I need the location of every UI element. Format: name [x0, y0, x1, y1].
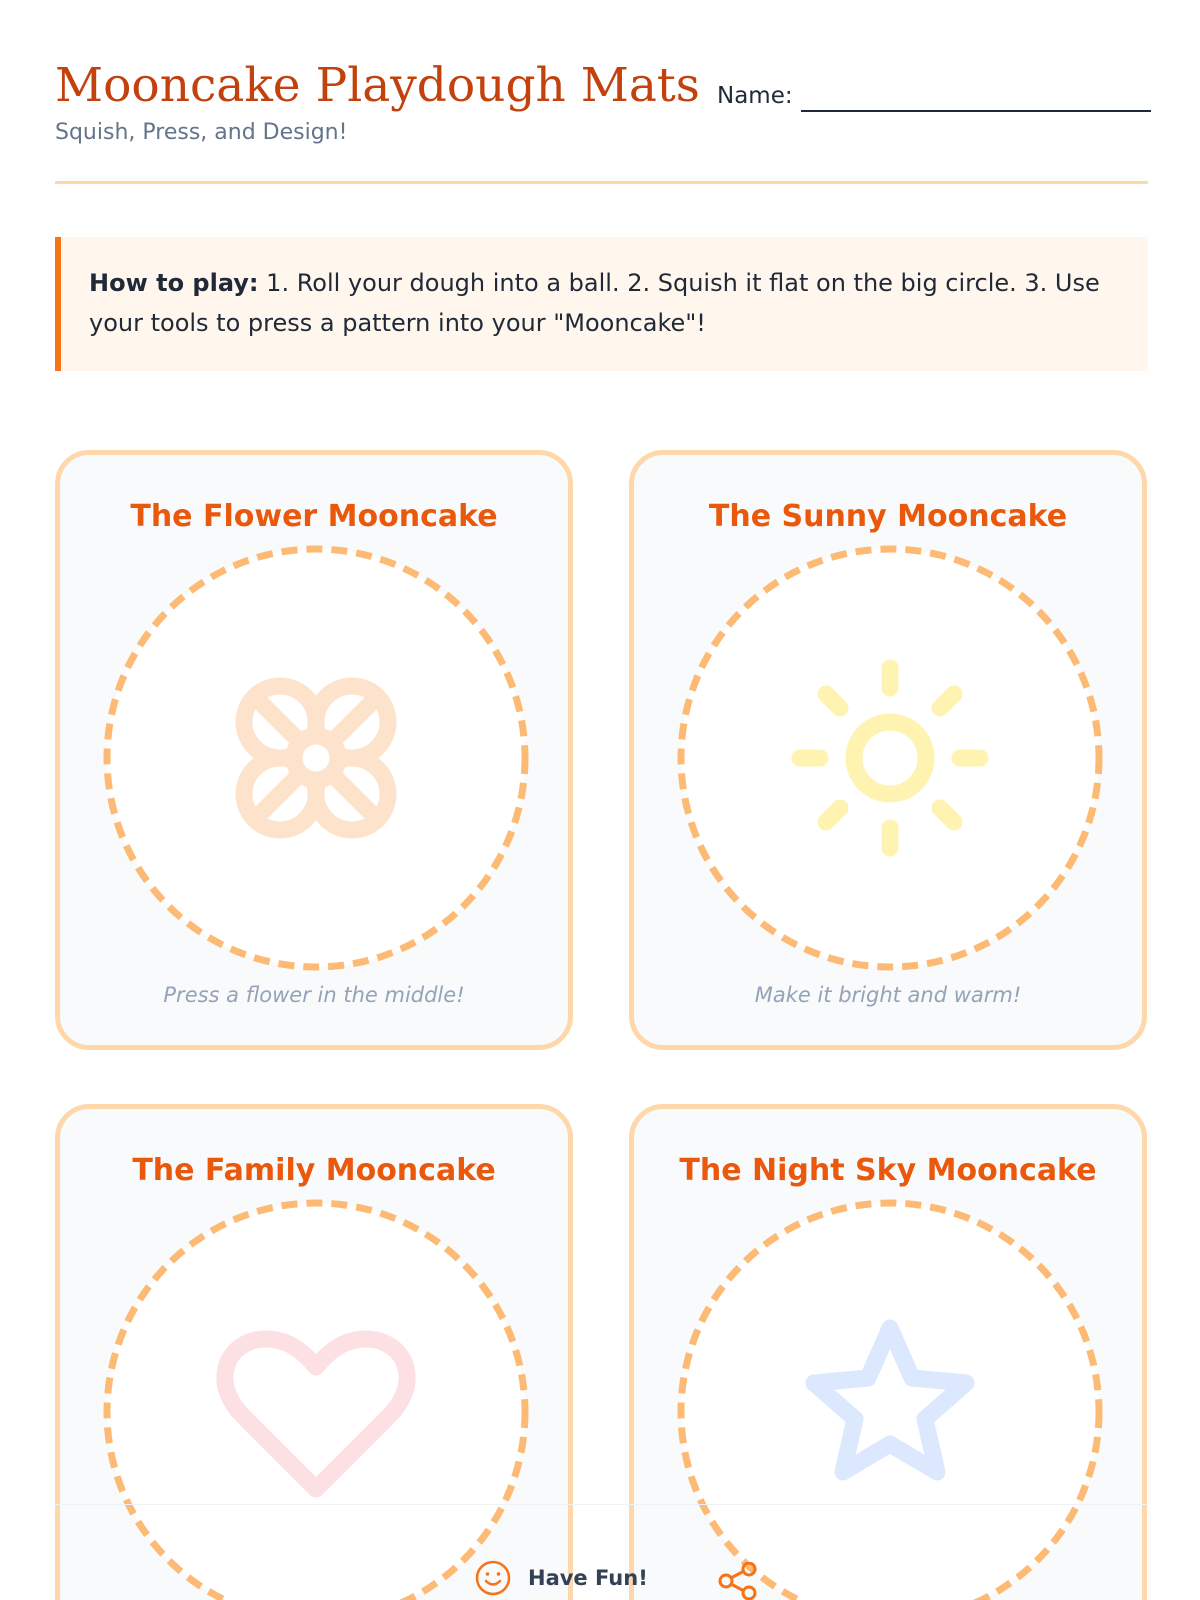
footer	[474, 1558, 648, 1598]
flower-icon	[244, 686, 388, 830]
name-write-line[interactable]	[801, 88, 1151, 112]
how-to-play-label: How to play:	[89, 269, 259, 297]
mat-title: The Sunny Mooncake	[708, 499, 1068, 534]
dough-circle	[681, 549, 1099, 967]
worksheet-header	[55, 54, 1148, 184]
how-to-play-callout	[55, 237, 1148, 371]
page-subtitle: Squish, Press, and Design!	[55, 120, 348, 145]
footer-text: Have Fun!	[528, 1566, 648, 1590]
name-label: Name:	[717, 83, 793, 109]
mat-title: The Night Sky Mooncake	[679, 1153, 1097, 1188]
mat-title: The Family Mooncake	[132, 1153, 496, 1188]
mat-press-area	[677, 1199, 1103, 1600]
mat-card-flower	[55, 450, 573, 1050]
mat-card-night-sky	[629, 1104, 1147, 1600]
dough-circle	[681, 1203, 1099, 1600]
mat-press-area	[103, 545, 529, 971]
mat-hint: Make it bright and warm!	[754, 983, 1022, 1007]
mat-press-area	[677, 545, 1103, 971]
mat-card-family	[55, 1104, 573, 1600]
smile-icon	[474, 1559, 512, 1597]
mat-title: The Flower Mooncake	[130, 499, 498, 534]
mat-press-area	[103, 1199, 529, 1600]
dough-circle	[107, 1203, 525, 1600]
header-divider	[55, 181, 1148, 184]
footer-divider	[55, 1504, 1148, 1505]
page-title: Mooncake Playdough Mats	[55, 58, 700, 113]
mat-card-sun	[629, 450, 1147, 1050]
share-icon[interactable]	[716, 1562, 760, 1600]
name-field[interactable]	[717, 80, 1151, 112]
mat-hint: Press a flower in the middle!	[163, 983, 465, 1007]
how-to-play-text: 1. Roll your dough into a ball. 2. Squish it flat on the big circle. 3. Use your tools to press a pattern into your "Mooncake"!	[89, 269, 1100, 337]
